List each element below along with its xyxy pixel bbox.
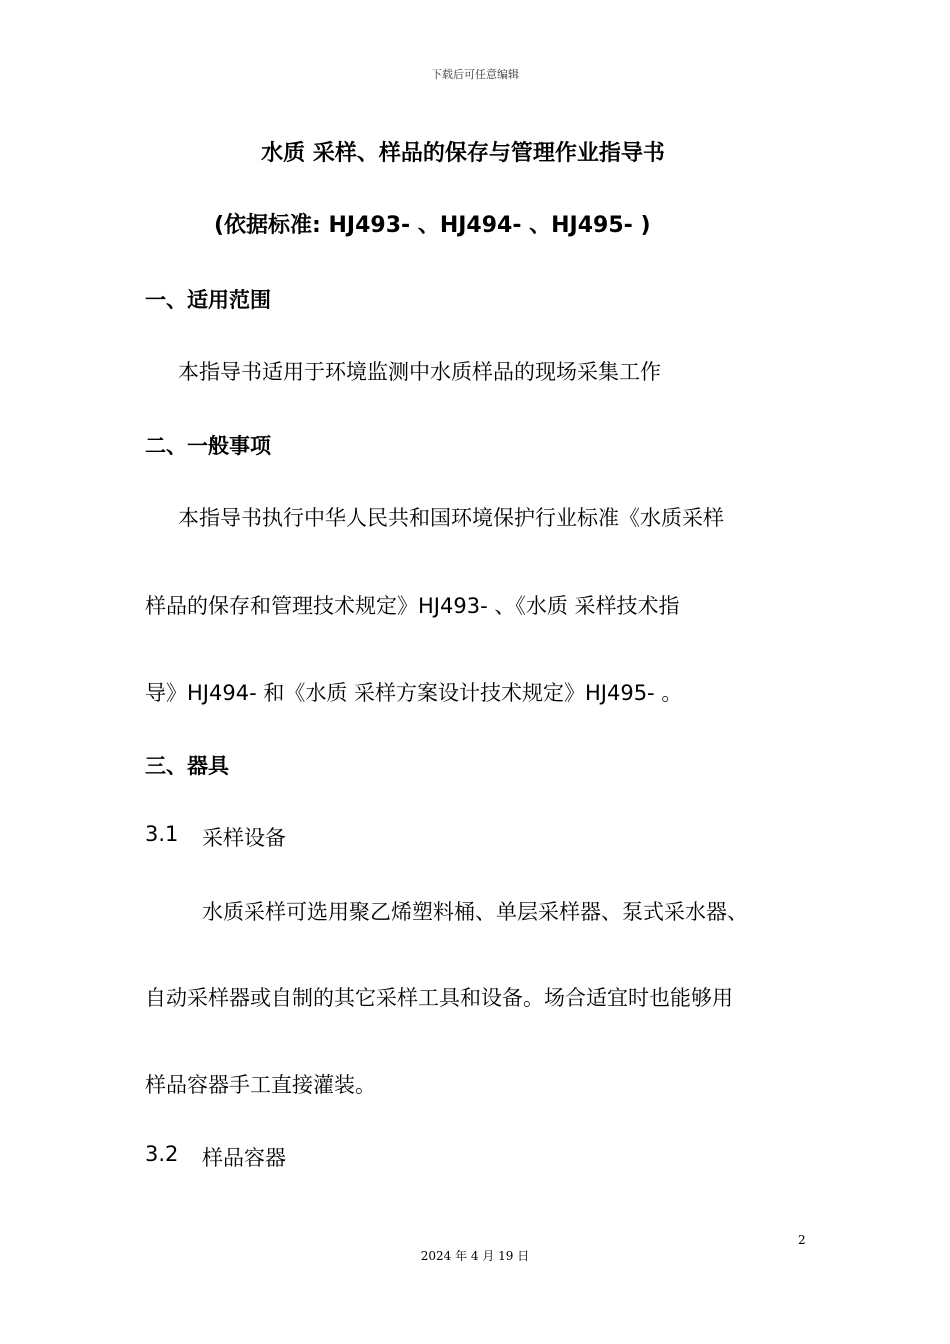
section-heading-scope: 一、适用范围 — [145, 288, 271, 312]
document-subtitle: (依据标准: HJ493- 、HJ494- 、HJ495- ) — [214, 213, 651, 238]
paragraph-line: 水质采样可选用聚乙烯塑料桶、单层采样器、泵式采水器、 — [202, 900, 748, 924]
footer-date: 2024 年 4 月 19 日 — [420, 1249, 530, 1263]
document-title: 水质 采样、样品的保存与管理作业指导书 — [261, 141, 665, 166]
paragraph-line: 本指导书执行中华人民共和国环境保护行业标准《水质采样 — [178, 506, 724, 530]
paragraph-line: 自动采样器或自制的其它采样工具和设备。场合适宜时也能够用 — [145, 986, 733, 1010]
header-note: 下载后可任意编辑 — [431, 68, 519, 81]
paragraph-line: 样品的保存和管理技术规定》HJ493- 、《水质 采样技术指 — [145, 594, 680, 618]
subsection-number: 3.1 — [145, 822, 179, 846]
section-heading-general: 二、一般事项 — [145, 434, 271, 458]
subsection-label-sample-containers: 样品容器 — [202, 1146, 286, 1170]
page-number: 2 — [798, 1233, 806, 1247]
paragraph-line: 导》HJ494- 和《水质 采样方案设计技术规定》HJ495- 。 — [145, 681, 683, 705]
section-heading-equipment: 三、器具 — [145, 754, 229, 778]
paragraph-line: 样品容器手工直接灌装。 — [145, 1073, 376, 1097]
subsection-label-sampling-equipment: 采样设备 — [202, 826, 286, 850]
subsection-number: 3.2 — [145, 1142, 179, 1166]
paragraph-line: 本指导书适用于环境监测中水质样品的现场采集工作 — [178, 360, 661, 384]
